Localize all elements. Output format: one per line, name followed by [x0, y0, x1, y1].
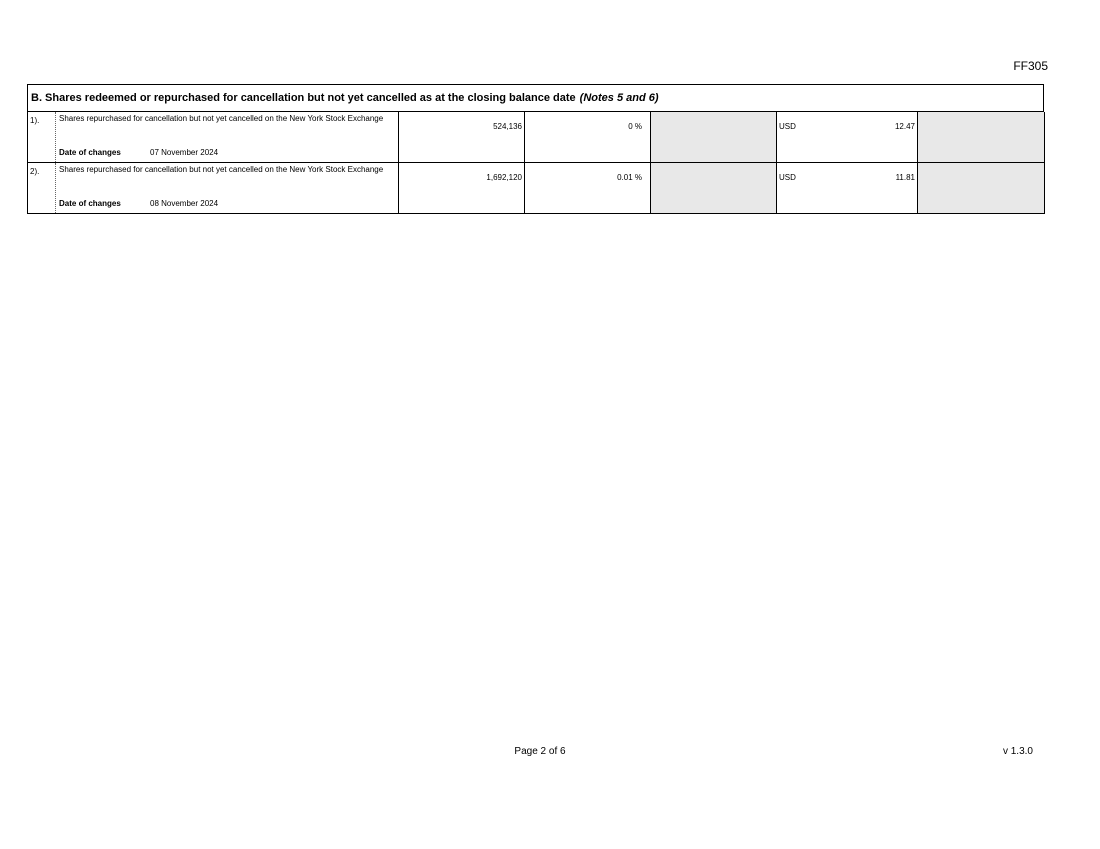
- percent-cell: [525, 112, 651, 163]
- row-description-cell: [56, 112, 399, 163]
- blank-grey-cell: [918, 163, 1045, 214]
- price-value: 12.47: [894, 122, 915, 131]
- repurchase-table: [27, 112, 1045, 214]
- row-description: Shares repurchased for cancellation but not yet cancelled on the New York Stock Exchange: [59, 165, 384, 174]
- date-of-changes: [59, 199, 218, 208]
- shares-value: 1,692,120: [486, 173, 522, 182]
- blank-grey-cell: [918, 112, 1045, 163]
- section-title-text: B. Shares redeemed or repurchased for cancellation but not yet cancelled as at the closing balance date: [31, 92, 576, 104]
- currency-value: USD: [779, 173, 796, 182]
- row-index: 1).: [30, 116, 40, 125]
- percent-value: 0.01 %: [617, 173, 642, 182]
- date-label: Date of changes: [59, 199, 121, 208]
- date-of-changes: [59, 148, 218, 157]
- percent-cell: [525, 163, 651, 214]
- percent-value: 0 %: [628, 122, 642, 131]
- date-label: Date of changes: [59, 148, 121, 157]
- shares-value: 524,136: [493, 122, 522, 131]
- page-number: Page 2 of 6: [514, 746, 566, 757]
- version-label: v 1.3.0: [1002, 746, 1033, 757]
- blank-grey-cell: [651, 163, 777, 214]
- row-description: Shares repurchased for cancellation but not yet cancelled on the New York Stock Exchange: [59, 114, 384, 123]
- shares-repurchased-section: [27, 84, 1044, 214]
- price-cell: [777, 112, 918, 163]
- section-title: [27, 84, 1044, 112]
- row-index: 2).: [30, 167, 40, 176]
- currency-value: USD: [779, 122, 796, 131]
- row-description-cell: [56, 163, 399, 214]
- row-index-cell: [28, 163, 56, 214]
- shares-cell: [399, 163, 525, 214]
- form-code: FF305: [1013, 59, 1048, 73]
- date-value: 07 November 2024: [150, 148, 219, 157]
- table-row: [28, 112, 1045, 163]
- date-value: 08 November 2024: [150, 199, 219, 208]
- row-index-cell: [28, 112, 56, 163]
- shares-cell: [399, 112, 525, 163]
- table-row: [28, 163, 1045, 214]
- section-notes: (Notes 5 and 6): [579, 92, 659, 104]
- blank-grey-cell: [651, 112, 777, 163]
- price-cell: [777, 163, 918, 214]
- price-value: 11.81: [895, 173, 915, 182]
